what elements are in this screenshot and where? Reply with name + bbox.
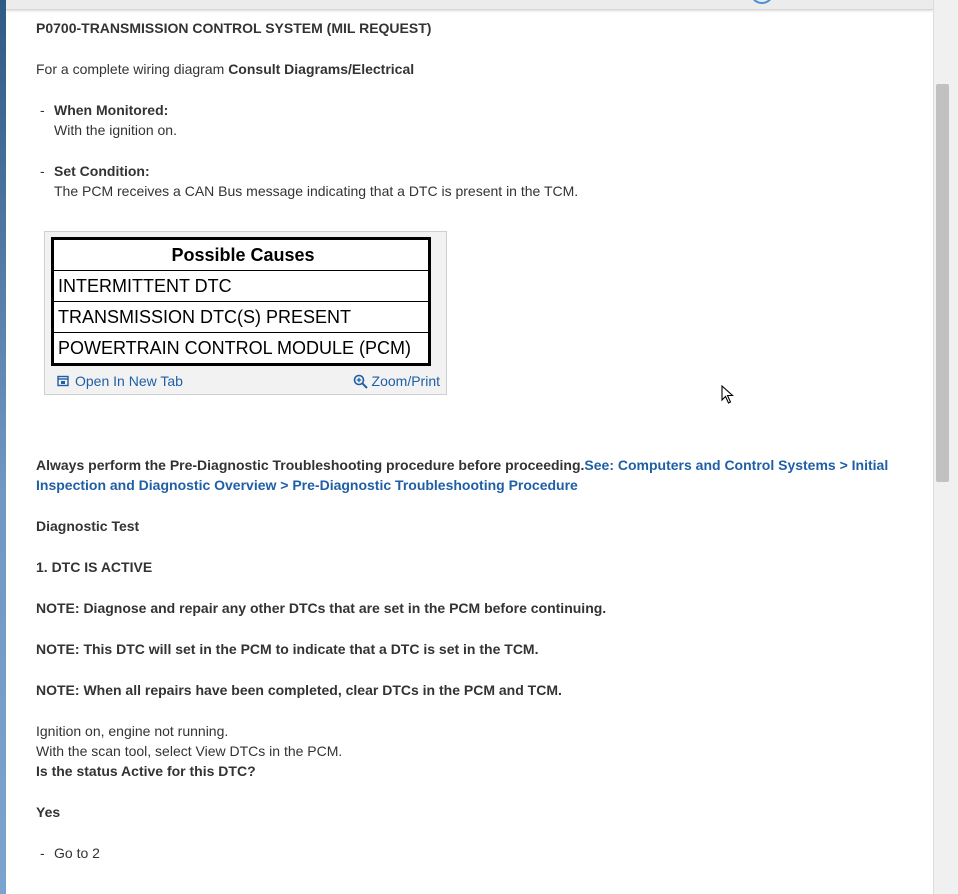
bullet-dash: - — [40, 102, 45, 118]
magnifier-plus-icon — [353, 374, 368, 389]
set-condition-text: The PCM receives a CAN Bus message indicating that a DTC is present in the TCM. — [54, 183, 579, 199]
wiring-diagram-link[interactable]: Consult Diagrams/Electrical — [228, 61, 415, 77]
note-text: NOTE: This DTC will set in the PCM to indicate that a DTC is set in the TCM. — [36, 641, 539, 657]
possible-causes-table — [51, 237, 431, 366]
document-content — [36, 18, 916, 863]
zoom-print-button[interactable] — [353, 371, 440, 391]
figure-toolbar — [45, 366, 446, 394]
step-heading: 1. DTC IS ACTIVE — [36, 559, 153, 575]
instruction-line: Ignition on, engine not running. — [36, 723, 229, 739]
set-condition-item — [36, 161, 916, 201]
new-tab-icon — [57, 375, 69, 387]
zoom-print-label: Zoom/Print — [371, 373, 440, 389]
note-text: NOTE: Diagnose and repair any other DTCs that are set in the PCM before continuing. — [36, 600, 607, 616]
open-in-new-tab-label: Open In New Tab — [75, 373, 183, 389]
bullet-dash: - — [40, 845, 45, 861]
pre-diagnostic-link[interactable]: See: Computers and Control Systems > Initial Inspection and Diagnostic Overview > Pre-Diagnostic Troubleshooting Procedure — [36, 457, 889, 493]
cause-row: POWERTRAIN CONTROL MODULE (PCM) — [58, 338, 412, 358]
set-condition-label: Set Condition: — [54, 163, 150, 179]
pre-diagnostic-paragraph — [36, 455, 916, 495]
panel-top-bar — [6, 0, 933, 10]
cause-row: INTERMITTENT DTC — [53, 271, 430, 302]
goto-item — [36, 843, 916, 863]
note-text: NOTE: When all repairs have been completed, clear DTCs in the PCM and TCM. — [36, 682, 562, 698]
top-button-icon[interactable] — [750, 0, 774, 4]
open-in-new-tab-button[interactable] — [57, 371, 183, 391]
when-monitored-label: When Monitored: — [54, 102, 169, 118]
question-line: Is the status Active for this DTC? — [36, 763, 256, 779]
answer-yes: Yes — [36, 804, 61, 820]
instruction-block — [36, 721, 916, 781]
cause-row: TRANSMISSION DTC(S) PRESENT — [53, 302, 430, 333]
scrollbar-thumb[interactable] — [936, 84, 949, 482]
page-title: P0700-TRANSMISSION CONTROL SYSTEM (MIL REQUEST) — [36, 20, 432, 36]
bullet-dash: - — [40, 163, 45, 179]
when-monitored-item — [36, 100, 916, 140]
vertical-scrollbar[interactable] — [933, 0, 958, 894]
mouse-pointer-icon — [721, 385, 735, 405]
possible-causes-figure — [44, 231, 447, 395]
document-panel — [6, 0, 933, 894]
pre-diagnostic-text: Always perform the Pre-Diagnostic Troubleshooting procedure before proceeding. — [36, 457, 585, 473]
diagnostic-test-heading: Diagnostic Test — [36, 518, 140, 534]
wiring-prefix: For a complete wiring diagram — [36, 61, 229, 77]
goto-text: Go to 2 — [54, 845, 100, 861]
instruction-line: With the scan tool, select View DTCs in the PCM. — [36, 743, 343, 759]
wiring-line — [36, 59, 916, 79]
when-monitored-text: With the ignition on. — [54, 122, 177, 138]
causes-header: Possible Causes — [53, 239, 430, 271]
